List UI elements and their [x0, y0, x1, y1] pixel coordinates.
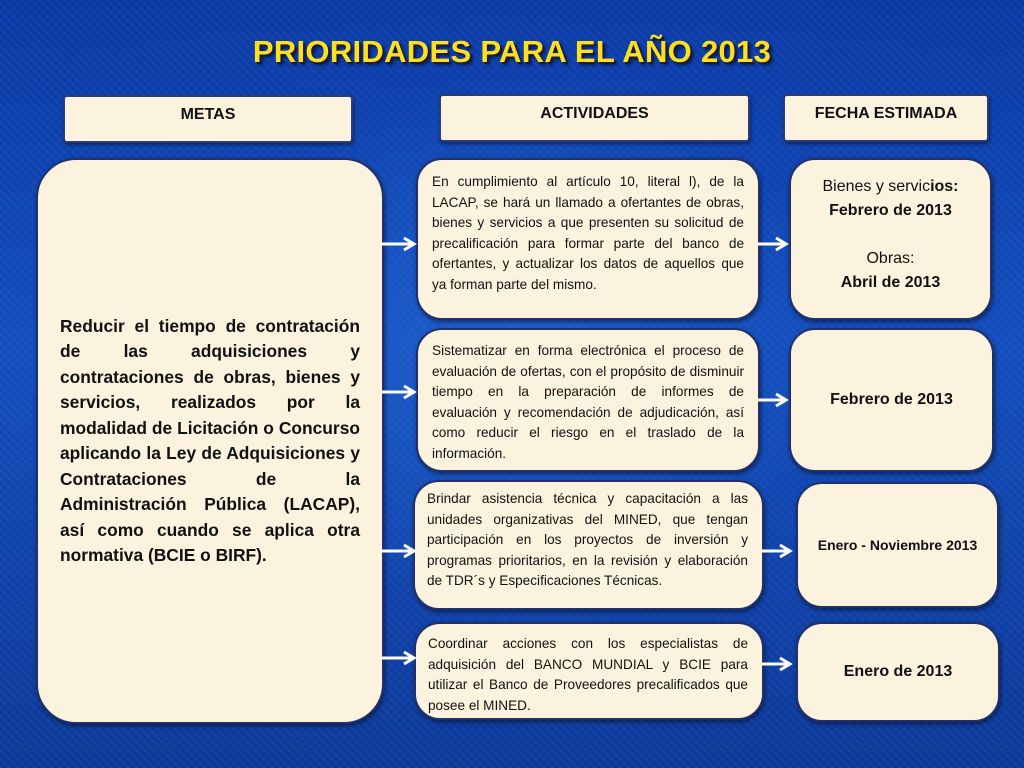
activity-text-1: En cumplimiento al artículo 10, literal l), de la LACAP, se hará un llamado a ofertantes de obras, bienes y servicios a que presenten su solicitud de precalificación para formar parte del banco de ofertantes, y actualizar los datos de aquellos que ya forman parte del mismo.: [432, 174, 744, 292]
arrow-right-icon: [378, 236, 418, 252]
date-text-4: Enero de 2013: [843, 663, 953, 680]
date-obras-label: Obras:: [866, 250, 915, 267]
date-bienes-line: [822, 175, 958, 199]
arrow-right-icon: [760, 656, 800, 672]
activity-box-3: [413, 480, 764, 610]
activity-text-3: Brindar asistencia técnica y capacitación a las unidades organizativas del MINED, que tengan participación en los proyectos de inversión y programas prioritarios, en la revisión y elaboración de TDR´s y Especificaciones Técnicas.: [427, 491, 748, 589]
arrow-right-icon: [756, 236, 796, 252]
date-box-1: [789, 158, 992, 320]
date-obras-value: Abril de 2013: [840, 274, 941, 291]
activity-box-4: [414, 622, 764, 720]
arrow-right-icon: [378, 543, 418, 559]
arrow-right-icon: [760, 543, 800, 559]
arrow-right-icon: [756, 392, 796, 408]
activity-box-2: [416, 328, 760, 472]
goal-text: Reducir el tiempo de contratación de las adquisiciones y contrataciones de obras, bienes y servicios, realizados por la modalidad de Licitación o Concurso aplicando la Ley de Adquisiciones y Contrataciones de la Administración Pública (LACAP), así como cuando se aplica otra normativa (BCIE o BIRF).: [60, 315, 360, 565]
goal-box: [36, 158, 384, 724]
date-text-3: Enero - Noviembre 2013: [817, 537, 978, 553]
page-title: PRIORIDADES PARA EL AÑO 2013: [252, 34, 772, 69]
activity-box-1: [416, 158, 760, 320]
date-box-4: [796, 622, 1000, 722]
date-text-2: Febrero de 2013: [830, 391, 953, 408]
date-box-3: [796, 482, 999, 608]
date-bienes-label: Bienes y servic: [822, 178, 931, 195]
header-metas: METAS: [63, 95, 353, 143]
activity-text-2: Sistematizar en forma electrónica el proceso de evaluación de ofertas, con el propósito de disminuir tiempo en la preparación de informes de evaluación y recomendación de adjudicación, así como reducir el riesgo en el traslado de la información.: [432, 343, 744, 461]
arrow-right-icon: [378, 384, 418, 400]
activity-text-4: Coordinar acciones con los especialistas de adquisición del BANCO MUNDIAL y BCIE para utilizar el Banco de Proveedores precalificados que posee el MINED.: [428, 636, 748, 713]
header-actividades: ACTIVIDADES: [439, 94, 750, 142]
date-box-2: [789, 328, 994, 472]
date-bienes-value: Febrero de 2013: [829, 202, 952, 219]
date-bienes-label-bold: ios:: [930, 178, 959, 195]
header-fecha-estimada: FECHA ESTIMADA: [783, 94, 989, 142]
arrow-right-icon: [378, 650, 418, 666]
